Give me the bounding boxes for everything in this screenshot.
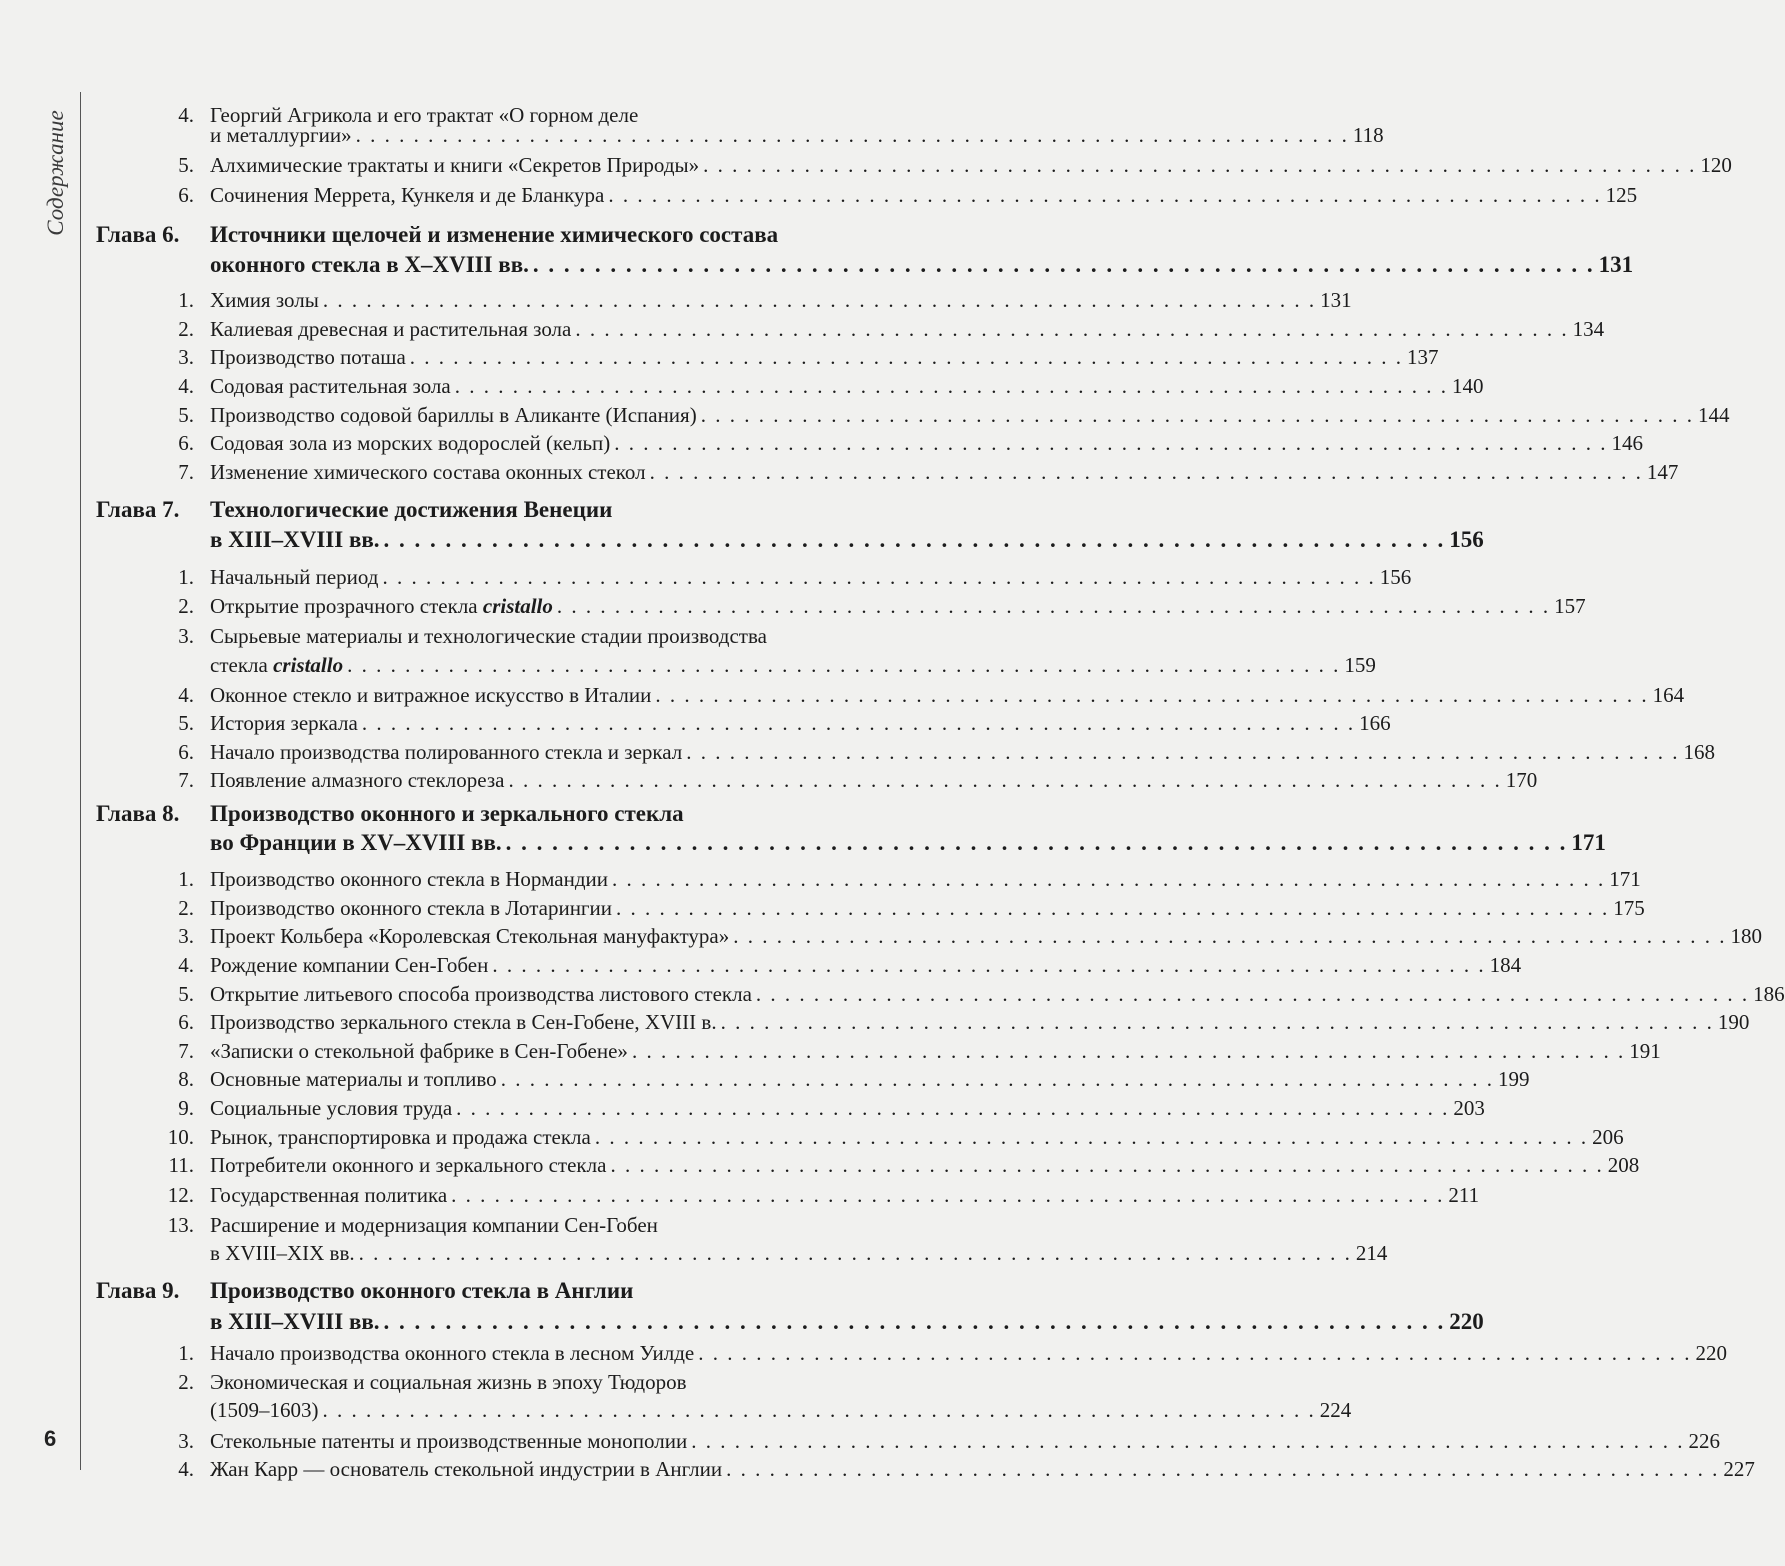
entry-title (210, 737, 682, 767)
dot-leader: . . . . . . . . . . . . . . . . . . . . . . . . . . . . . . . . . . . . . . . . . . . . . . . . . . . . . . . . . . . . . . . . . . . . . (456, 1096, 1450, 1120)
entry-title (210, 591, 553, 621)
page-ref: 157 (1554, 594, 1586, 618)
entry-title (210, 314, 571, 344)
entry-number: 1. (178, 565, 194, 589)
toc-entry (0, 150, 1732, 180)
toc-entry (0, 708, 1391, 738)
toc-entry (0, 1064, 1530, 1094)
entry-title (210, 1150, 606, 1180)
toc-entry (0, 1150, 1640, 1180)
entry-number: 12. (167, 1183, 194, 1207)
entry-number: 2. (178, 1370, 194, 1394)
toc-entry (0, 1426, 1720, 1456)
entry-with-page (210, 864, 1641, 894)
dot-leader: . . . . . . . . . . . . . . . . . . . . . . . . . . . . . . . . . . . . . . . . . . . . . . . . . . . . . . . . . . . . . . . . . . . . . (556, 594, 1551, 618)
entry-title-text: Начало производства оконного стекла в лесном Уилде (210, 1341, 695, 1365)
page-ref: 120 (1700, 153, 1732, 177)
toc-entry (0, 285, 1352, 315)
entry-with-page (210, 1307, 1484, 1337)
entry-with-page (210, 591, 1586, 621)
entry-title-text: Сочинения Меррета, Кункеля и де Бланкура (210, 183, 605, 207)
entry-with-page (210, 1180, 1480, 1210)
page-ref: 134 (1572, 317, 1605, 341)
entry-title-text: Оконное стекло и витражное искусство в Италии (210, 683, 652, 707)
entry-title: Сырьевые материалы и технологические стадии производства (210, 624, 767, 648)
toc-entry (0, 1122, 1624, 1152)
toc-entry (0, 591, 1586, 621)
page-ref: 211 (1448, 1183, 1480, 1207)
entry-title (210, 371, 451, 401)
entry-title-text: Социальные условия труда (210, 1096, 453, 1120)
entry-title (210, 525, 380, 555)
toc-entry (0, 1338, 1727, 1368)
entry-title (210, 828, 502, 858)
entry-title-text: Калиевая древесная и растительная зола (210, 317, 572, 341)
page-ref: 131 (1598, 252, 1634, 277)
page-ref: 190 (1717, 1010, 1750, 1034)
entry-number: 5. (178, 403, 194, 427)
toc-entry (0, 371, 1484, 401)
entry-title (210, 979, 752, 1009)
entry-number: 11. (168, 1153, 194, 1177)
entry-title-text: История зеркала (210, 711, 358, 735)
page-ref: 170 (1505, 768, 1538, 792)
entry-number: 13. (167, 1213, 194, 1237)
entry-title-emphasis: cristallo (482, 594, 553, 618)
entry-title-text: Открытие литьевого способа производства листового стекла (210, 982, 752, 1006)
dot-leader: . . . . . . . . . . . . . . . . . . . . . . . . . . . . . . . . . . . . . . . . . . . . . . . . . . . . . . . . . . . . . . . . . . . . . (726, 1457, 1720, 1481)
entry-title-text: Потребители оконного и зеркального стекла (210, 1153, 607, 1177)
entry-with-page (210, 150, 1732, 180)
entry-with-page (210, 1093, 1485, 1123)
page-ref: 208 (1607, 1153, 1640, 1177)
chapter-label: Глава 7. (96, 497, 180, 522)
page-number: 6 (44, 1426, 57, 1451)
entry-number: 4. (178, 683, 194, 707)
entry-number: 3. (178, 345, 194, 369)
toc-entry (0, 562, 1412, 592)
dot-leader: . . . . . . . . . . . . . . . . . . . . . . . . . . . . . . . . . . . . . . . . . . . . . . . . . . . . . . . . . . . . . . . . . . . . . (322, 288, 1317, 312)
entry-number: 5. (178, 711, 194, 735)
entry-title: Экономическая и социальная жизнь в эпоху Тюдоров (210, 1370, 687, 1394)
chapter-line (0, 525, 1484, 555)
chapter-line (0, 495, 1000, 525)
entry-with-page (210, 1426, 1720, 1456)
page-ref: 131 (1320, 288, 1352, 312)
dot-leader: . . . . . . . . . . . . . . . . . . . . . . . . . . . . . . . . . . . . . . . . . . . . . . . . . . . . . . . . . . . . . . . . . . . . . (631, 1039, 1626, 1063)
entry-number: 2. (178, 317, 194, 341)
dot-leader: . . . . . . . . . . . . . . . . . . . . . . . . . . . . . . . . . . . . . . . . . . . . . . . . . . . . . . . . . . . . . . . . . . . . . (649, 460, 1643, 484)
dot-leader: . . . . . . . . . . . . . . . . . . . . . . . . . . . . . . . . . . . . . . . . . . . . . . . . . . . . . . . . . . . . . . . . . . . . . (575, 317, 1569, 341)
entry-title-text: Изменение химического состава оконных стекол (210, 460, 646, 484)
entry-number: 4. (178, 1457, 194, 1481)
entry-with-page (210, 180, 1638, 210)
toc-entry (0, 1093, 1485, 1123)
dot-leader: . . . . . . . . . . . . . . . . . . . . . . . . . . . . . . . . . . . . . . . . . . . . . . . . . . . . . . . . . . . . . . . . . . . . . (611, 867, 1606, 891)
entry-title (210, 1064, 497, 1094)
entry-number: 9. (178, 1096, 194, 1120)
entry-with-page (210, 525, 1484, 555)
toc-entry (0, 979, 1785, 1009)
entry-title (210, 1454, 722, 1484)
page-ref: 175 (1613, 896, 1645, 920)
entry-with-page (210, 250, 1634, 280)
entry-number: 4. (178, 374, 194, 398)
entry-title-text: Содовая зола из морских водорослей (кельп) (210, 431, 611, 455)
entry-with-page (210, 371, 1484, 401)
toc-entry (0, 457, 1679, 487)
entry-title-text: стекла (210, 653, 268, 677)
entry-title (210, 680, 651, 710)
page-ref: 146 (1611, 431, 1644, 455)
toc-entry (0, 950, 1522, 980)
entry-with-page (210, 1454, 1755, 1484)
chapter-label: Глава 6. (96, 222, 180, 247)
entry-title: Источники щелочей и изменение химического состава (210, 222, 779, 247)
entry-title-text: Государственная политика (210, 1183, 448, 1207)
page-ref: 171 (1609, 867, 1641, 891)
page-ref: 186 (1753, 982, 1785, 1006)
dot-leader: . . . . . . . . . . . . . . . . . . . . . . . . . . . . . . . . . . . . . . . . . . . . . . . . . . . . . . . . . . . . . . . . . . . . . (451, 1183, 1445, 1207)
entry-number: 5. (178, 153, 194, 177)
dot-leader: . . . . . . . . . . . . . . . . . . . . . . . . . . . . . . . . . . . . . . . . . . . . . . . . . . . . . . . . . . . . . . . . . . . . . (616, 896, 1610, 920)
dot-leader: . . . . . . . . . . . . . . . . . . . . . . . . . . . . . . . . . . . . . . . . . . . . . . . . . . . . . . . . . . . . . . . . . . . . . (698, 1341, 1692, 1365)
dot-leader: . . . . . . . . . . . . . . . . . . . . . . . . . . . . . . . . . . . . . . . . . . . . . . . . . . . . . . . . . . . . . . . . . . . . . (505, 830, 1568, 855)
chapter-line (0, 799, 1000, 829)
entry-title (210, 1122, 591, 1152)
entry-number: 2. (178, 594, 194, 618)
entry-title (210, 1338, 694, 1368)
entry-title-text: (1509–1603) (210, 1398, 319, 1422)
entry-with-page (210, 1064, 1530, 1094)
toc-entry (0, 650, 1376, 680)
chapter-line (0, 220, 1000, 250)
entry-number: 6. (178, 431, 194, 455)
entry-title (210, 650, 343, 680)
page-ref: 227 (1723, 1457, 1755, 1481)
entry-number: 5. (178, 982, 194, 1006)
dot-leader: . . . . . . . . . . . . . . . . . . . . . . . . . . . . . . . . . . . . . . . . . . . . . . . . . . . . . . . . . . . . . . . . . . . . . (610, 1153, 1604, 1177)
toc-entry (0, 342, 1439, 372)
dot-leader: . . . . . . . . . . . . . . . . . . . . . . . . . . . . . . . . . . . . . . . . . . . . . . . . . . . . . . . . . . . . . . . . . . . . . (382, 565, 1376, 589)
entry-number: 6. (178, 740, 194, 764)
dot-leader: . . . . . . . . . . . . . . . . . . . . . . . . . . . . . . . . . . . . . . . . . . . . . . . . . . . . . . . . . . . . . . . . . . . . . (355, 123, 1349, 147)
entry-title (210, 180, 604, 210)
entry-number: 3. (178, 924, 194, 948)
entry-title (210, 921, 729, 951)
entry-title (210, 1238, 355, 1268)
entry-title-text: Алхимические трактаты и книги «Секретов Природы» (210, 153, 700, 177)
entry-number: 7. (178, 1039, 194, 1063)
dot-leader: . . . . . . . . . . . . . . . . . . . . . . . . . . . . . . . . . . . . . . . . . . . . . . . . . . . . . . . . . . . . . . . . . . . . . (454, 374, 1448, 398)
entry-title-text: Начальный период (210, 565, 379, 589)
entry-title (210, 1036, 628, 1066)
entry-title-text: Производство поташа (210, 345, 406, 369)
page-ref: 147 (1646, 460, 1679, 484)
toc-entry (0, 1180, 1480, 1210)
entry-with-page (210, 1036, 1661, 1066)
chapter-line (0, 1307, 1484, 1337)
toc-entry (0, 1036, 1661, 1066)
entry-title (210, 120, 352, 150)
page-ref: 140 (1451, 374, 1484, 398)
entry-title-text: в XVIII–XIX вв. (210, 1241, 355, 1265)
dot-leader: . . . . . . . . . . . . . . . . . . . . . . . . . . . . . . . . . . . . . . . . . . . . . . . . . . . . . . . . . . . . . . . . . . . . . (700, 403, 1694, 427)
dot-leader: . . . . . . . . . . . . . . . . . . . . . . . . . . . . . . . . . . . . . . . . . . . . . . . . . . . . . . . . . . . . . . . . . . . . . (733, 924, 1727, 948)
chapter-label: Глава 8. (96, 801, 180, 826)
toc-entry (0, 1238, 1388, 1268)
entry-number: 2. (178, 896, 194, 920)
entry-title-text: Химия золы (210, 288, 319, 312)
dot-leader: . . . . . . . . . . . . . . . . . . . . . . . . . . . . . . . . . . . . . . . . . . . . . . . . . . . . . . . . . . . . . . . . . . . . . (383, 1309, 1446, 1334)
entry-with-page (210, 400, 1730, 430)
toc-entry (0, 180, 1638, 210)
page-ref: 137 (1407, 345, 1439, 369)
entry-title-text: Появление алмазного стеклореза (210, 768, 505, 792)
entry-number: 1. (178, 1341, 194, 1365)
toc-entry (0, 864, 1641, 894)
entry-title-text: Содовая растительная зола (210, 374, 451, 398)
entry-number: 4. (178, 103, 194, 127)
dot-leader: . . . . . . . . . . . . . . . . . . . . . . . . . . . . . . . . . . . . . . . . . . . . . . . . . . . . . . . . . . . . . . . . . . . . . (492, 953, 1486, 977)
page-ref: 203 (1453, 1096, 1485, 1120)
entry-title (210, 1093, 452, 1123)
page-ref: 214 (1355, 1241, 1388, 1265)
page-ref: 118 (1352, 123, 1384, 147)
page-ref: 159 (1344, 653, 1376, 677)
chapter-line (0, 250, 1634, 280)
chapter-line (0, 828, 1606, 858)
dot-leader: . . . . . . . . . . . . . . . . . . . . . . . . . . . . . . . . . . . . . . . . . . . . . . . . . . . . . . . . . . . . . . . . . . . . . (383, 527, 1446, 552)
entry-title-text: Стекольные патенты и производственные монополии (210, 1429, 688, 1453)
entry-title-emphasis: cristallo (273, 653, 344, 677)
entry-with-page (210, 120, 1384, 150)
entry-title (210, 1307, 380, 1337)
entry-with-page (210, 342, 1439, 372)
entry-number: 10. (167, 1125, 194, 1149)
toc-entry (0, 621, 1000, 651)
entry-with-page (210, 737, 1716, 767)
entry-with-page (210, 893, 1645, 923)
entry-title: Технологические достижения Венеции (210, 497, 613, 522)
page-ref: 171 (1571, 830, 1606, 855)
entry-title (210, 250, 529, 280)
toc-entry (0, 1367, 1000, 1397)
toc-entry (0, 921, 1762, 951)
page-ref: 125 (1605, 183, 1638, 207)
entry-title-text: Основные материалы и топливо (210, 1067, 497, 1091)
running-header-text: Содержание (43, 110, 68, 236)
entry-number: 4. (178, 953, 194, 977)
entry-number: 1. (178, 867, 194, 891)
entry-title-text: Производство оконного стекла в Лотарингии (210, 896, 613, 920)
entry-with-page (210, 428, 1644, 458)
toc-entry (0, 737, 1716, 767)
entry-number: 8. (178, 1067, 194, 1091)
toc-entry (0, 400, 1730, 430)
entry-title (210, 342, 406, 372)
entry-with-page (210, 765, 1538, 795)
entry-title: Производство оконного стекла в Англии (210, 1278, 634, 1303)
entry-number: 7. (178, 460, 194, 484)
entry-number: 6. (178, 183, 194, 207)
dot-leader: . . . . . . . . . . . . . . . . . . . . . . . . . . . . . . . . . . . . . . . . . . . . . . . . . . . . . . . . . . . . . . . . . . . . . (409, 345, 1404, 369)
entry-title (210, 285, 319, 315)
entry-with-page (210, 314, 1605, 344)
page-ref: 144 (1697, 403, 1730, 427)
entry-title (210, 1395, 319, 1425)
page-ref: 224 (1319, 1398, 1352, 1422)
entry-with-page (210, 1395, 1352, 1425)
entry-number: 3. (178, 1429, 194, 1453)
entry-with-page (210, 921, 1762, 951)
entry-title (210, 1426, 687, 1456)
dot-leader: . . . . . . . . . . . . . . . . . . . . . . . . . . . . . . . . . . . . . . . . . . . . . . . . . . . . . . . . . . . . . . . . . . . . . (361, 711, 1356, 735)
entry-title-text: Начало производства полированного стекла и зеркал (210, 740, 683, 764)
entry-title (210, 150, 699, 180)
entry-title (210, 1007, 717, 1037)
entry-title-text: «Записки о стекольной фабрике в Сен-Гобене» (210, 1039, 628, 1063)
page-ref: 199 (1497, 1067, 1530, 1091)
toc-entry (0, 680, 1685, 710)
toc-entry (0, 1007, 1750, 1037)
entry-with-page (210, 979, 1785, 1009)
entry-with-page (210, 650, 1376, 680)
page-ref: 156 (1379, 565, 1412, 589)
dot-leader: . . . . . . . . . . . . . . . . . . . . . . . . . . . . . . . . . . . . . . . . . . . . . . . . . . . . . . . . . . . . . . . . . . . . . (500, 1067, 1494, 1091)
entry-title-text: в XIII–XVIII вв. (210, 1309, 380, 1334)
entry-title: Производство оконного и зеркального стекла (210, 801, 684, 826)
page-ref: 156 (1449, 527, 1484, 552)
toc-entry (0, 893, 1645, 923)
entry-title (210, 765, 504, 795)
dot-leader: . . . . . . . . . . . . . . . . . . . . . . . . . . . . . . . . . . . . . . . . . . . . . . . . . . . . . . . . . . . . . . . . . . . . . (532, 252, 1595, 277)
page-ref: 220 (1449, 1309, 1484, 1334)
entry-with-page (210, 562, 1412, 592)
entry-title (210, 562, 378, 592)
entry-with-page (210, 457, 1679, 487)
page-ref: 220 (1695, 1341, 1727, 1365)
dot-leader: . . . . . . . . . . . . . . . . . . . . . . . . . . . . . . . . . . . . . . . . . . . . . . . . . . . . . . . . . . . . . . . . . . . . . (755, 982, 1750, 1006)
page-ref: 191 (1629, 1039, 1661, 1063)
toc-entry (0, 314, 1605, 344)
entry-title (210, 457, 646, 487)
dot-leader: . . . . . . . . . . . . . . . . . . . . . . . . . . . . . . . . . . . . . . . . . . . . . . . . . . . . . . . . . . . . . . . . . . . . . (703, 153, 1697, 177)
toc-entry (0, 1395, 1352, 1425)
page-ref: 164 (1652, 683, 1685, 707)
entry-with-page (210, 950, 1522, 980)
entry-title: Георгий Агрикола и его трактат «О горном деле (210, 103, 639, 127)
entry-with-page (210, 680, 1685, 710)
entry-with-page (210, 708, 1391, 738)
entry-with-page (210, 1122, 1624, 1152)
page-ref: 180 (1730, 924, 1762, 948)
entry-title (210, 400, 697, 430)
dot-leader: . . . . . . . . . . . . . . . . . . . . . . . . . . . . . . . . . . . . . . . . . . . . . . . . . . . . . . . . . . . . . . . . . . . . . (691, 1429, 1685, 1453)
entry-title (210, 864, 608, 894)
page-ref: 226 (1688, 1429, 1720, 1453)
entry-title-text: Производство зеркального стекла в Сен-Гобене, XVIII в. (210, 1010, 717, 1034)
entry-title-text: в XIII–XVIII вв. (210, 527, 380, 552)
entry-title (210, 428, 610, 458)
entry-title-text: Рождение компании Сен-Гобен (210, 953, 489, 977)
page-ref: 168 (1683, 740, 1716, 764)
dot-leader: . . . . . . . . . . . . . . . . . . . . . . . . . . . . . . . . . . . . . . . . . . . . . . . . . . . . . . . . . . . . . . . . . . . . . (608, 183, 1602, 207)
entry-title-text: Рынок, транспортировка и продажа стекла (210, 1125, 591, 1149)
entry-title (210, 1180, 447, 1210)
entry-title-text: оконного стекла в X–XVIII вв. (210, 252, 529, 277)
page-ref: 206 (1592, 1125, 1624, 1149)
dot-leader: . . . . . . . . . . . . . . . . . . . . . . . . . . . . . . . . . . . . . . . . . . . . . . . . . . . . . . . . . . . . . . . . . . . . . (614, 431, 1608, 455)
entry-title (210, 708, 358, 738)
dot-leader: . . . . . . . . . . . . . . . . . . . . . . . . . . . . . . . . . . . . . . . . . . . . . . . . . . . . . . . . . . . . . . . . . . . . . (508, 768, 1502, 792)
entry-title-text: Проект Кольбера «Королевская Стекольная мануфактура» (210, 924, 730, 948)
page-ref: 166 (1359, 711, 1391, 735)
toc-entry (0, 1454, 1755, 1484)
entry-number: 3. (178, 624, 194, 648)
dot-leader: . . . . . . . . . . . . . . . . . . . . . . . . . . . . . . . . . . . . . . . . . . . . . . . . . . . . . . . . . . . . . . . . . . . . . (347, 653, 1341, 677)
entry-number: 1. (178, 288, 194, 312)
entry-title (210, 950, 488, 980)
chapter-label: Глава 9. (96, 1278, 180, 1303)
entry-title-text: во Франции в XV–XVIII вв. (210, 830, 502, 855)
entry-number: 7. (178, 768, 194, 792)
entry-title: Расширение и модернизация компании Сен-Гобен (210, 1213, 658, 1237)
dot-leader: . . . . . . . . . . . . . . . . . . . . . . . . . . . . . . . . . . . . . . . . . . . . . . . . . . . . . . . . . . . . . . . . . . . . . (686, 740, 1680, 764)
dot-leader: . . . . . . . . . . . . . . . . . . . . . . . . . . . . . . . . . . . . . . . . . . . . . . . . . . . . . . . . . . . . . . . . . . . . . (655, 683, 1649, 707)
chapter-line (0, 1276, 1000, 1306)
entry-title-text: Производство оконного стекла в Нормандии (210, 867, 608, 891)
dot-leader: . . . . . . . . . . . . . . . . . . . . . . . . . . . . . . . . . . . . . . . . . . . . . . . . . . . . . . . . . . . . . . . . . . . . . (594, 1125, 1589, 1149)
page-ref: 184 (1489, 953, 1522, 977)
toc-entry (0, 1210, 1000, 1240)
entry-title-text: Жан Карр — основатель стекольной индустрии в Англии (210, 1457, 723, 1481)
dot-leader: . . . . . . . . . . . . . . . . . . . . . . . . . . . . . . . . . . . . . . . . . . . . . . . . . . . . . . . . . . . . . . . . . . . . . (322, 1398, 1316, 1422)
toc-entry (0, 120, 1384, 150)
entry-title-text: Производство содовой бариллы в Аликанте (Испания) (210, 403, 697, 427)
entry-with-page (210, 1338, 1727, 1368)
entry-title-text: и металлургии» (210, 123, 352, 147)
entry-with-page (210, 828, 1606, 858)
toc-entry (0, 428, 1644, 458)
dot-leader: . . . . . . . . . . . . . . . . . . . . . . . . . . . . . . . . . . . . . . . . . . . . . . . . . . . . . . . . . . . . . . . . . . . . . (358, 1241, 1352, 1265)
entry-with-page (210, 285, 1352, 315)
entry-number: 6. (178, 1010, 194, 1034)
entry-with-page (210, 1150, 1640, 1180)
entry-title (210, 893, 612, 923)
dot-leader: . . . . . . . . . . . . . . . . . . . . . . . . . . . . . . . . . . . . . . . . . . . . . . . . . . . . . . . . . . . . . . . . . . . . . (720, 1010, 1714, 1034)
entry-with-page (210, 1007, 1750, 1037)
toc-entry (0, 765, 1538, 795)
entry-with-page (210, 1238, 1388, 1268)
entry-title-text: Открытие прозрачного стекла (210, 594, 478, 618)
